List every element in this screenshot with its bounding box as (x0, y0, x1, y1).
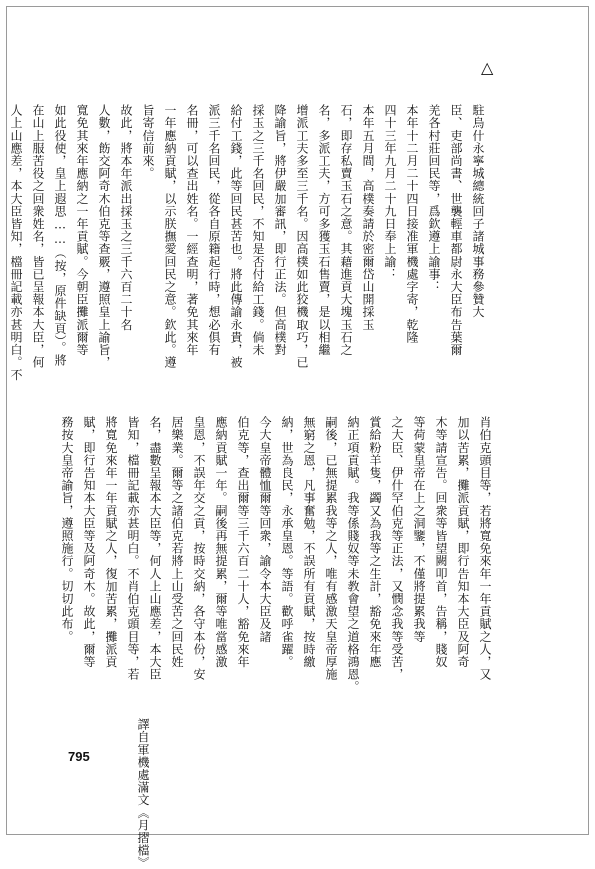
date-column: 四十三年九月二十九日奉上諭： (383, 104, 397, 281)
text-column: 嗣後，已無提累我等之人，唯有感激天皇帝厚施 (324, 416, 338, 681)
text-column: 人數，飭交阿奇木伯克等查覈，遵照皇上諭旨， (97, 104, 111, 369)
text-column: 故此，將本年派出採玉之三千六百二十名 (119, 104, 133, 331)
text-column: 將寬免來年一年貢賦之人，復加苦累，攤派貢 (104, 416, 118, 668)
text-column: 肖伯克頭目等，若將寬免來年一年貢賦之人，又 (478, 416, 492, 681)
text-column: 增派工夫多至三千名。因高樸如此狡機取巧，已 (295, 104, 309, 369)
text-column: 人上山應差，本大臣皆知，檔冊記載亦甚明白。不 (9, 104, 23, 382)
text-column: 今大皇帝體恤爾等回衆，諭令本大臣及諸 (258, 416, 272, 643)
text-column: 納正項貢賦。我等係賤奴等未教會望之道格鴻恩。 (346, 416, 360, 694)
text-column: 皆知，檔冊記載亦甚明白。不肖伯克頭目等，若 (126, 416, 140, 681)
text-column: 等荷蒙皇帝在上之洞鑒，不僅將提累我等 (412, 416, 426, 643)
text-column: 駐烏什永寧城總統回子諸城事務參贊大 (471, 104, 485, 319)
upper-text-block (9, 104, 485, 382)
text-column: 寬免其來年應納之一年貢賦。今朝臣攤派爾等 (75, 104, 89, 356)
text-column: 本年十二月二十四日接准軍機處字寄，乾隆 (405, 104, 419, 344)
source-note: 譯自軍機處滿文《月摺檔》 (136, 718, 150, 869)
text-column: 名，多派工夫，方可多獲玉石售賣，是以相繼 (317, 104, 331, 356)
text-column: 木等請宣告。回衆等皆望闕叩首，告稱，賤奴 (434, 416, 448, 668)
text-column: 一年應納貢賦，以示朕撫愛回民之意。欽此。遵 (163, 104, 177, 369)
text-column: 採玉之三千名回民，不知是否付給工錢。倘未 (251, 104, 265, 356)
text-column: 名，盡數呈報本大臣等，何人上山應差，本大臣 (148, 416, 162, 681)
text-column: 賦，即行告知本大臣等及阿奇木。故此，爾等 (82, 416, 96, 668)
text-column: 納，世為良民，永承皇恩。等語。歡呼雀躍。 (280, 416, 294, 668)
text-column: 如此役使，皇上遐思……（按，原件缺頁）。將 (53, 104, 67, 367)
text-column: 名冊，可以查出姓名。一經查明，著免其來年 (185, 104, 199, 356)
text-column: 務按大皇帝諭旨，遵照施行。切切此布。 (60, 416, 74, 643)
text-column: 降諭旨，將伊嚴加審訊，即行正法。但高樸對 (273, 104, 287, 356)
text-column: 賞給粉羊隻，蠲又為我等之生計，豁免來年應 (368, 416, 382, 668)
page-number: 795 (68, 749, 90, 764)
text-column: 應納貢賦一年。嗣後再無提累，爾等唯當感激 (214, 416, 228, 668)
text-column: 在山上服苦役之回衆姓名，皆已呈報本大臣，何 (31, 104, 45, 369)
text-column: 之大臣、伊什罕伯克等正法，又憫念我等受苦， (390, 416, 404, 681)
text-column: 無窮之恩，凡事奮勉，不誤所有貢賦，按時繳 (302, 416, 316, 668)
text-column: 石，即存私賣玉石之意。其藉進貢大塊玉石之 (339, 104, 353, 356)
text-column: 旨寄信前來。 (141, 104, 155, 180)
lower-text-block (60, 416, 492, 716)
text-column: 加以苦累，攤派貢賦，即行告知本大臣及阿奇 (456, 416, 470, 668)
text-column: 羌各村莊回民等，爲欽遵上諭事： (427, 104, 441, 293)
text-column: 派三千名回民，從各自原籍起行時，想必俱有 (207, 104, 221, 356)
text-column: 皇恩，不誤年交之貢，按時交納，各守本份，安 (192, 416, 206, 681)
text-column: 伯克等，查出爾等三千六百二十人，豁免來年 (236, 416, 250, 668)
text-column: 給付工錢，此等回民甚苦也。將此傳諭永貴，被 (229, 104, 243, 369)
text-column: 本年五月間，高樸奏請於密爾岱山開採玉 (361, 104, 375, 331)
corner-triangle-mark: △ (481, 58, 494, 77)
text-column: 臣、吏部尚書、世襲輕車都尉永大臣布告葉爾 (449, 104, 463, 356)
text-column: 居樂業。爾等之諸伯克若將上山受苦之回民姓 (170, 416, 184, 668)
